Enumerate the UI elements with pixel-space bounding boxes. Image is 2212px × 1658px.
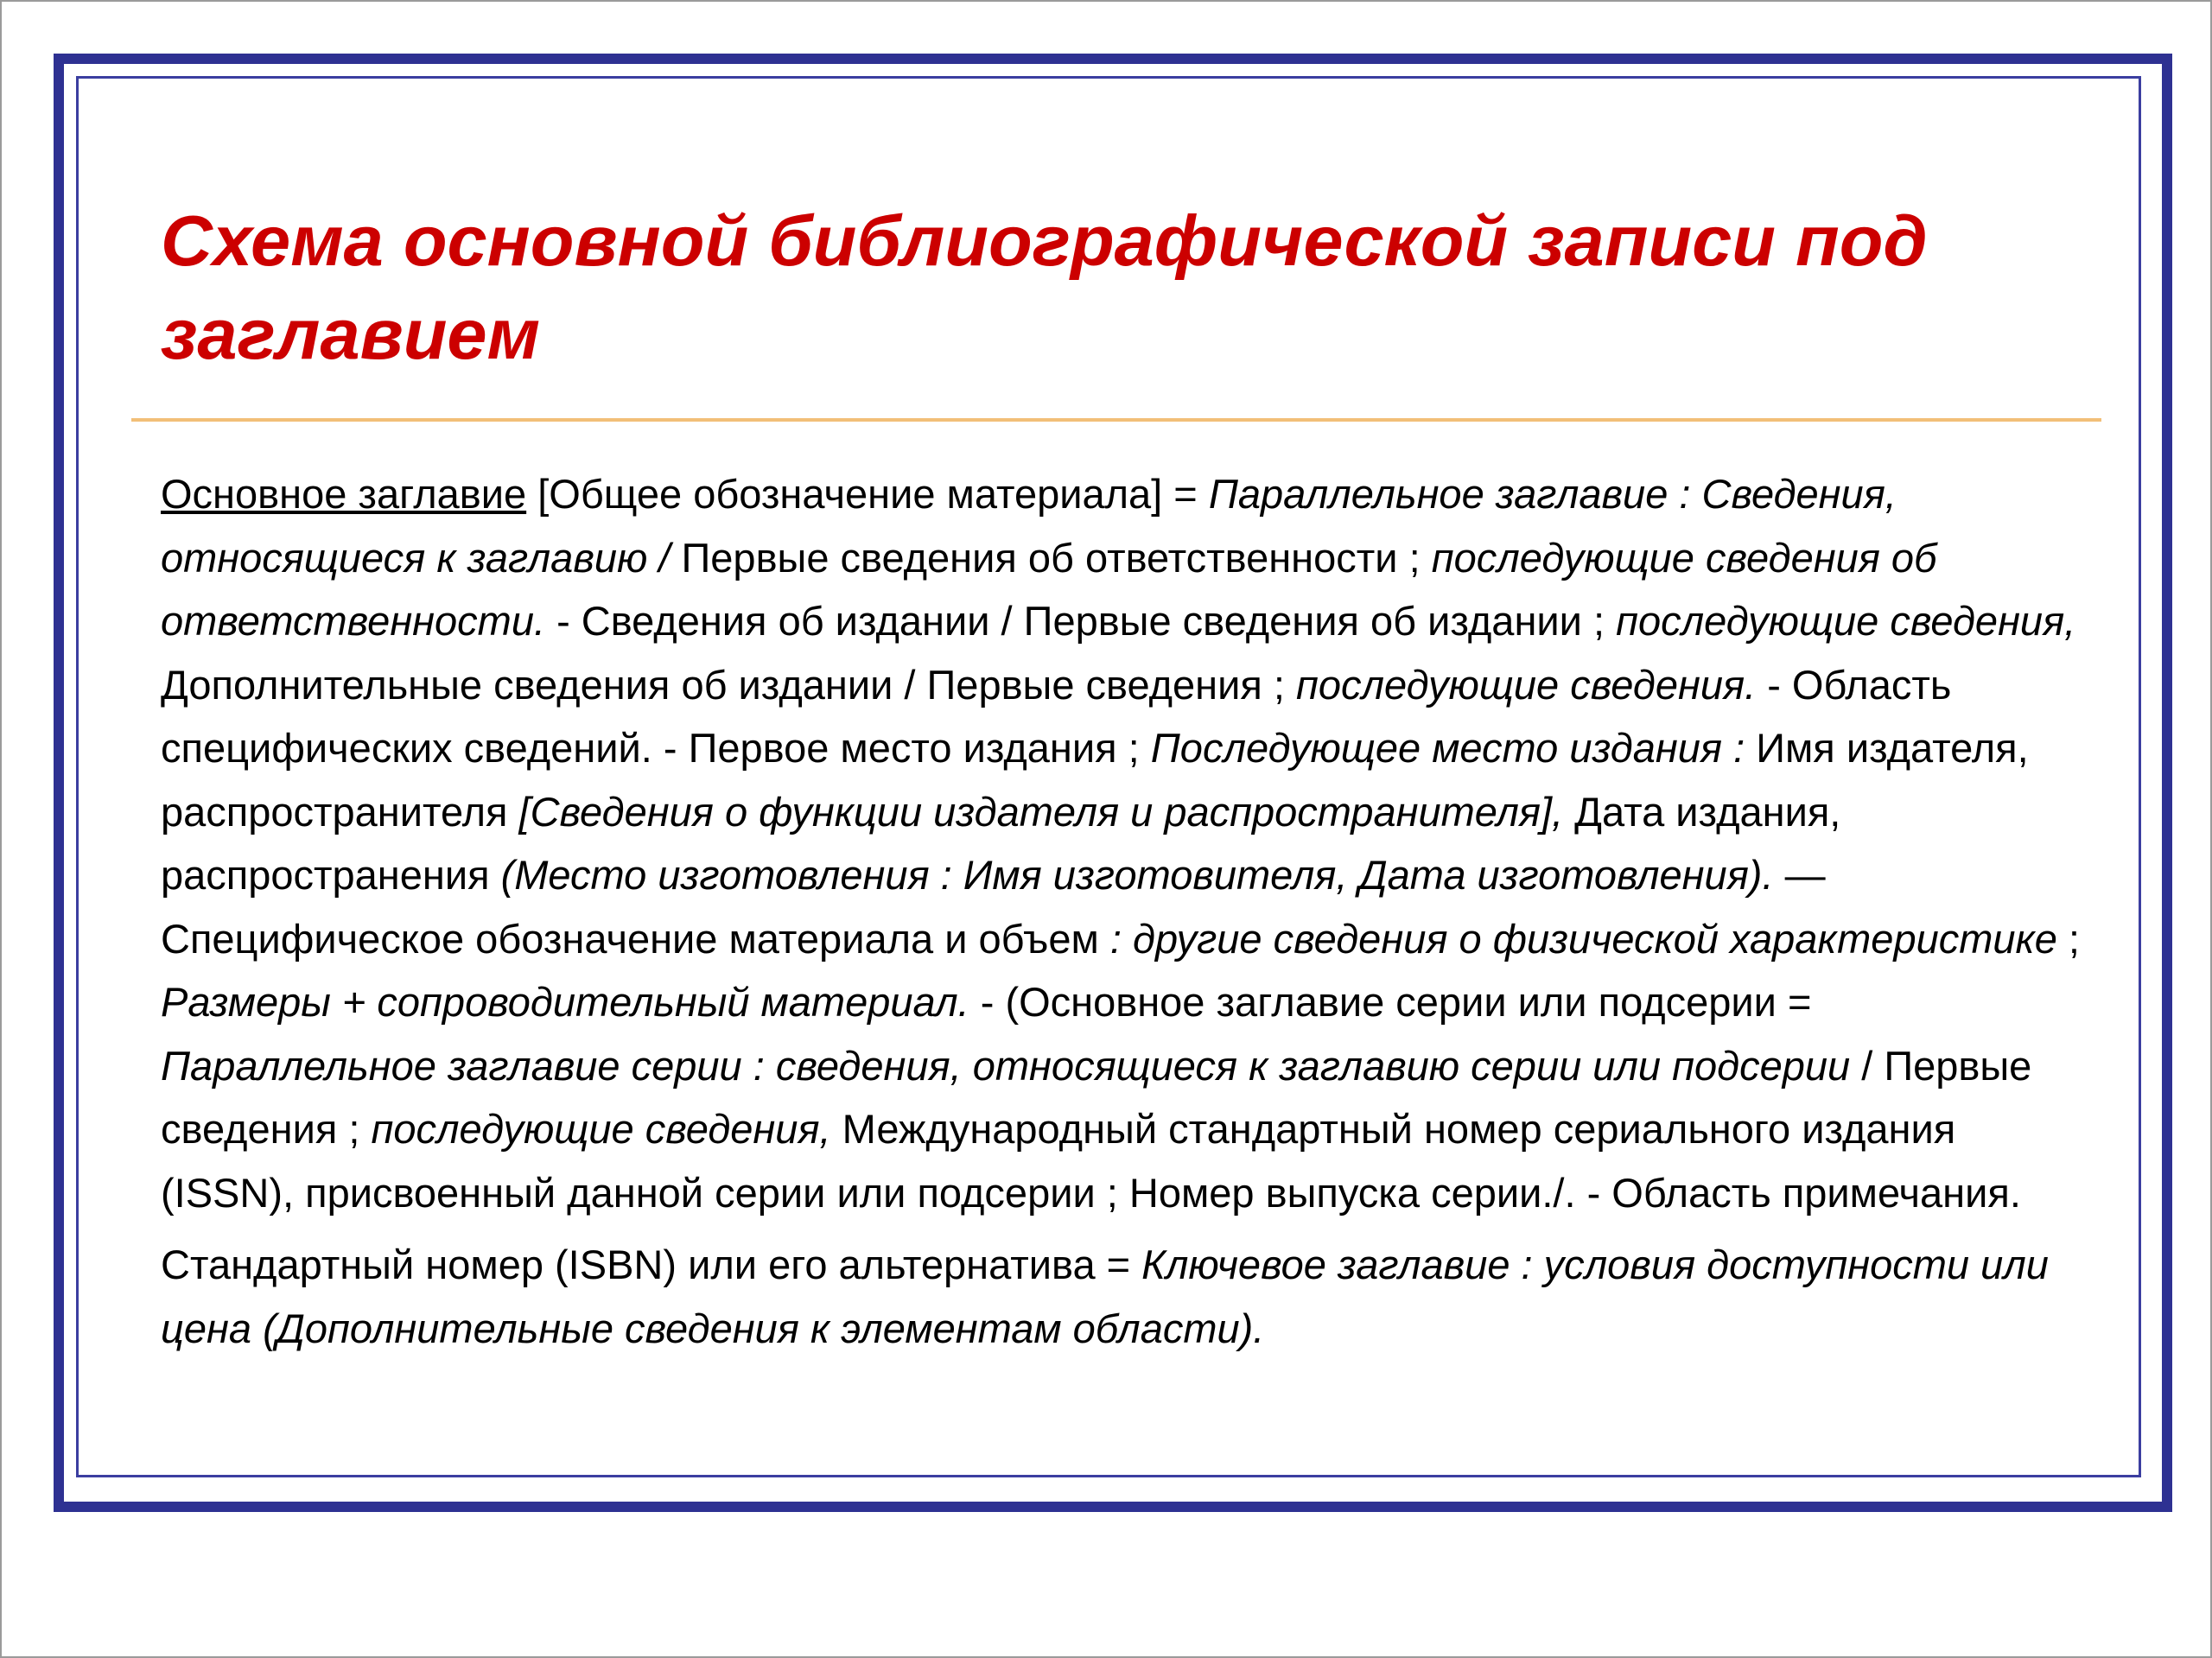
text-run: / Первые сведения ; [161,1042,2032,1152]
text-run: Имя издателя, распространителя [161,725,2029,835]
text-run: Стандартный номер (ISBN) или его альтернатива = [161,1242,1142,1287]
text-run: : другие сведения о физической характеристике [1109,915,2057,962]
text-run: Первые сведения об ответственности ; [670,534,1432,581]
text-run: Международный стандартный номер сериального издания (ISSN), присвоенный данной серии или подсерии ; Номер выпуска серии./. - Область примечания. [161,1106,2021,1216]
text-run: последующие сведения об ответственности. [161,534,1937,644]
text-run: Последующее место издания : [1150,725,1745,771]
text-run: Дополнительные сведения об издании / Первые сведения ; [161,661,1296,708]
isbn-paragraph [161,1233,2088,1360]
text-run: Размеры + сопроводительный материал. [161,979,969,1025]
text-run: Ключевое заглавие : условия доступности или цена (Дополнительные сведения к элементам области). [161,1242,2049,1351]
text-run: Параллельное заглавие : Сведения, относящиеся к заглавию / [161,471,1897,581]
text-run: последующие сведения, [371,1106,831,1152]
text-run: последующие сведения, [1616,598,2076,644]
text-run: Дата издания, распространения [161,788,1841,898]
text-run: ; [2056,915,2080,962]
entry-scheme-paragraph [161,462,2088,1224]
text-run: последующие сведения. [1295,661,1757,708]
slide-body [161,462,2088,1360]
text-run: Основное заглавие [161,471,527,517]
slide-title: Схема основной библиографической записи под заглавием [161,200,1928,374]
text-run: [Общее обозначение материала] = [526,471,1209,517]
text-run: - Сведения об издании / Первые сведения об издании ; [545,598,1617,644]
text-run: [Сведения о функции издателя и распространителя], [518,788,1564,835]
title-divider [131,418,2101,422]
text-run: - (Основное заглавие серии или подсерии = [969,979,1812,1025]
text-run: - Область специфических сведений. - Первое место издания ; [161,661,1952,771]
text-run: — Специфическое обозначение материала и объем [161,852,1826,962]
text-run: (Место изготовления : Имя изготовителя, Дата изготовления). [500,852,1774,898]
text-run: Параллельное заглавие серии : сведения, относящиеся к заглавию серии или подсерии [161,1042,1851,1089]
